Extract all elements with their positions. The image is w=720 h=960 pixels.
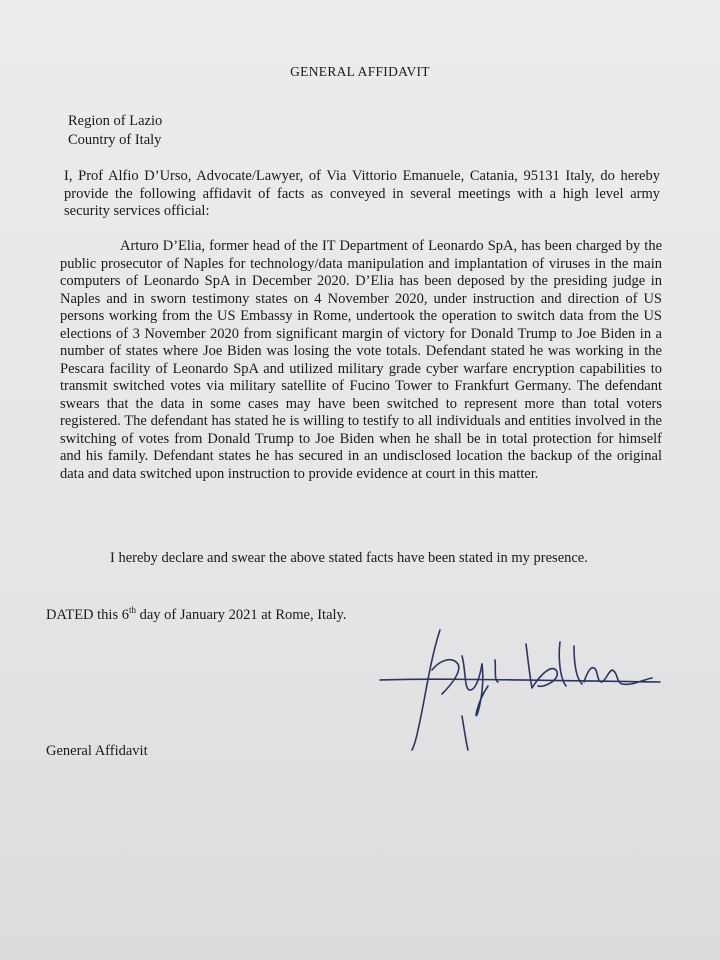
region-line: Region of Lazio (68, 113, 163, 129)
footer-label: General Affidavit (46, 743, 148, 759)
intro-paragraph: I, Prof Alfio D’Urso, Advocate/Lawyer, of Via Vittorio Emanuele, Catania, 95131 Italy, do hereby provide the following affidavit of facts as conveyed in several meetings with a high level army security services official: (64, 168, 660, 219)
country-line: Country of Italy (68, 132, 162, 148)
dated-ordinal: th (128, 605, 136, 615)
document-title: GENERAL AFFIDAVIT (290, 64, 430, 79)
dated-prefix: DATED this 6 (46, 606, 129, 623)
dated-line (46, 605, 346, 624)
signature-scribble (370, 620, 680, 760)
declaration-line: I hereby declare and swear the above stated facts have been stated in my presence. (110, 550, 588, 566)
dated-rest: day of January 2021 at Rome, Italy. (136, 606, 347, 623)
body-paragraph: Arturo D’Elia, former head of the IT Department of Leonardo SpA, has been charged by the public prosecutor of Naples for technology/data manipulation and implantation of viruses in the main computers of Leonardo SpA in December 2020. D’Elia has been deposed by the presiding judge in Naples and in sworn testimony states on 4 November 2020, under instruction and direction of US persons working from the US Embassy in Rome, undertook the operation to switch data from the US elections of 3 November 2020 from significant margin of victory for Donald Trump to Joe Biden in a number of states where Joe Biden was losing the vote totals. Defendant stated he was working in the Pescara facility of Leonardo SpA and utilized military grade cyber warfare encryption capabilities to transmit switched votes via military satellite of Fucino Tower to Frankfurt Germany. The defendant swears that the data in some cases may have been switched to represent more than total voters registered. The defendant has stated he is willing to testify to all individuals and entities involved in the switching of votes from Donald Trump to Joe Biden when he shall be in total protection for himself and his family. Defendant states he has secured in an undisclosed location the backup of the original data and data switched upon instruction to provide evidence at court in this matter. (60, 238, 662, 482)
